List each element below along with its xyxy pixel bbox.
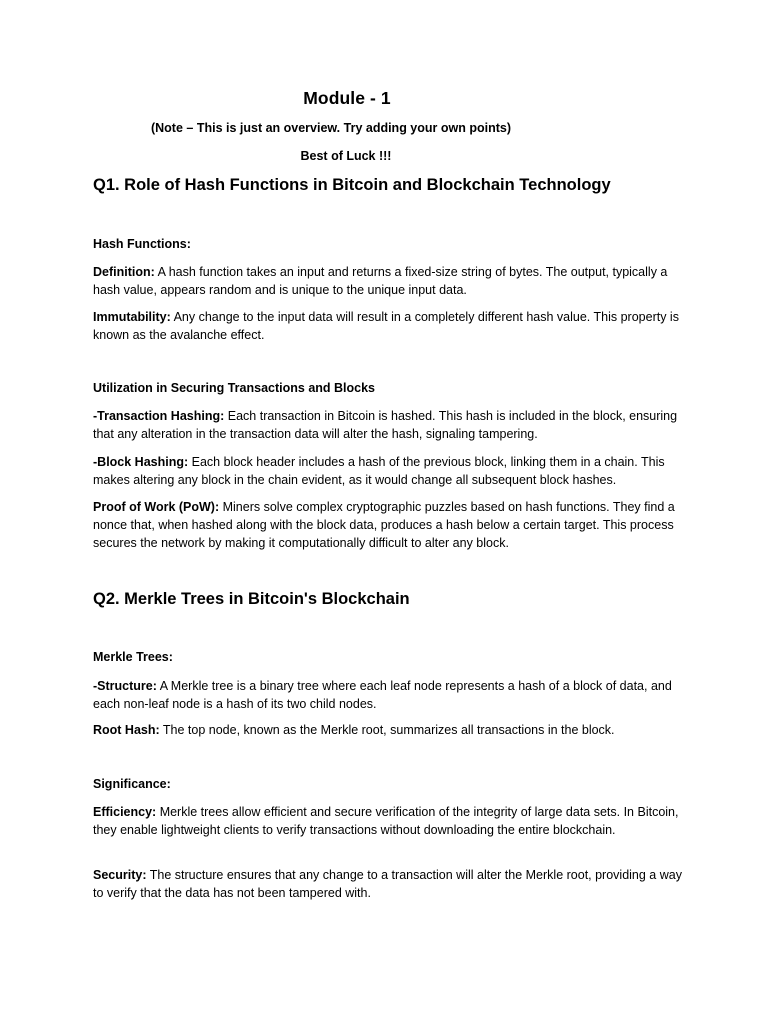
pow-label: Proof of Work (PoW):	[93, 500, 220, 514]
best-of-luck-text: Best of Luck !!!	[300, 149, 392, 163]
overview-note: (Note – This is just an overview. Try adding your own points)	[150, 121, 511, 135]
q2-heading: Q2. Merkle Trees in Bitcoin's Blockchain	[93, 590, 410, 608]
definition-text: A hash function takes an input and returns a fixed-size string of bytes. The output, typically a hash value, appears random and is unique to the unique input data.	[93, 265, 668, 297]
block-hashing-text: Each block header includes a hash of the previous block, linking them in a chain. This makes altering any block in the chain evident, as it would change all subsequent block hashes.	[93, 455, 665, 487]
utilization-heading: Utilization in Securing Transactions and Blocks	[93, 381, 376, 395]
definition-label: Definition:	[93, 265, 155, 279]
efficiency-text: Merkle trees allow efficient and secure verification of the integrity of large data sets. In Bitcoin, they enable lightweight clients to verify transactions without downloading the entire blockchain.	[93, 805, 679, 837]
page-title: Module - 1	[303, 88, 391, 108]
pow-paragraph	[93, 498, 683, 552]
immutability-paragraph	[93, 308, 683, 344]
q1-heading: Q1. Role of Hash Functions in Bitcoin and Blockchain Technology	[93, 176, 611, 194]
definition-paragraph	[93, 263, 683, 299]
block-hashing-label: -Block Hashing:	[93, 455, 189, 469]
efficiency-label: Efficiency:	[93, 805, 157, 819]
immutability-label: Immutability:	[93, 310, 171, 324]
pow-text: Miners solve complex cryptographic puzzles based on hash functions. They find a nonce that, when hashed along with the block data, produces a hash below a certain target. This process secures the network by making it computationally difficult to alter any block.	[93, 500, 675, 550]
root-hash-label: Root Hash:	[93, 723, 160, 737]
root-hash-paragraph	[93, 721, 683, 739]
security-text: The structure ensures that any change to a transaction will alter the Merkle root, providing a way to verify that the data has not been tampered with.	[93, 868, 682, 900]
transaction-hashing-text: Each transaction in Bitcoin is hashed. This hash is included in the block, ensuring that any alteration in the transaction data will alter the hash, signaling tampering.	[93, 409, 678, 441]
block-hashing-paragraph	[93, 453, 683, 489]
security-paragraph	[93, 866, 683, 902]
transaction-hashing-label: -Transaction Hashing:	[93, 409, 225, 423]
merkle-trees-heading: Merkle Trees:	[93, 650, 173, 664]
immutability-text: Any change to the input data will result in a completely different hash value. This property is known as the avalanche effect.	[93, 310, 679, 342]
structure-text: A Merkle tree is a binary tree where each leaf node represents a hash of a block of data, and each non-leaf node is a hash of its two child nodes.	[93, 679, 672, 711]
efficiency-paragraph	[93, 803, 683, 839]
structure-paragraph	[93, 677, 683, 713]
hash-functions-heading: Hash Functions:	[93, 237, 191, 251]
structure-label: -Structure:	[93, 679, 157, 693]
root-hash-text: The top node, known as the Merkle root, summarizes all transactions in the block.	[159, 723, 615, 737]
transaction-hashing-paragraph	[93, 407, 683, 443]
security-label: Security:	[93, 868, 147, 882]
significance-heading: Significance:	[93, 777, 171, 791]
